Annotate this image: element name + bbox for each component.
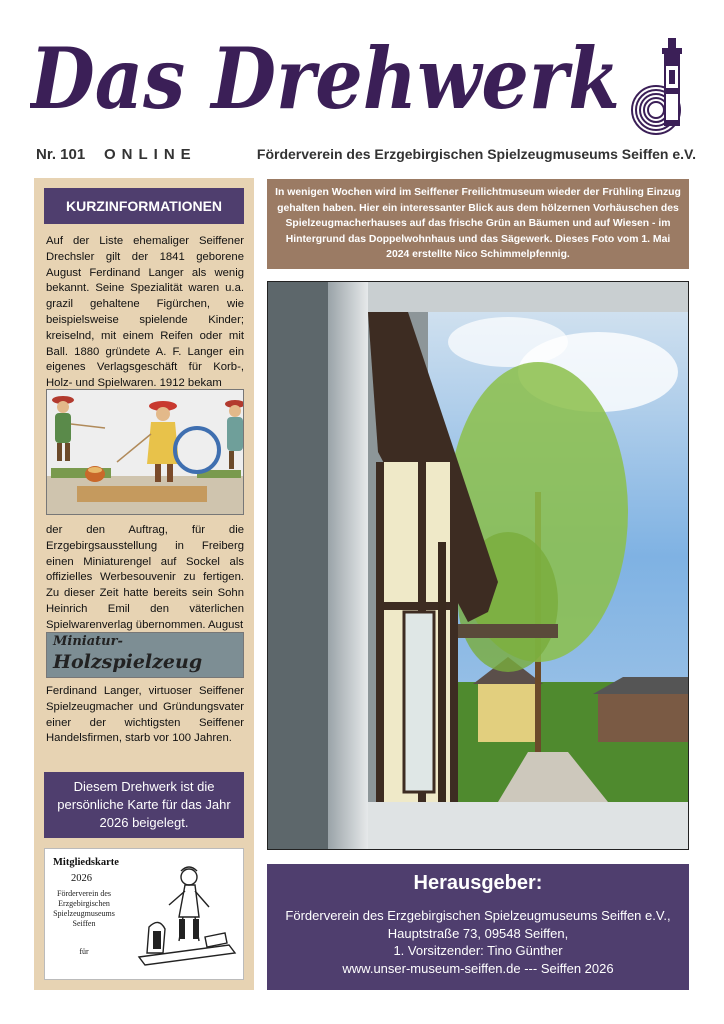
publisher-box xyxy=(267,864,689,990)
article-text-part-2: der den Auftrag, für die Erzgebirgsausstellung in Freiberg einen Miniaturengel auf Sockel als offizielles Werbesouvenir zu fertigen. Zu dieser Zeit hatte bereits sein Sohn Heinrich Emil den väterlichen Spielwarenverlag übernommen. August xyxy=(46,524,244,631)
label-line-2: Holzspielzeug xyxy=(53,651,203,673)
publisher-details xyxy=(267,907,689,977)
turner-drawing xyxy=(129,857,239,971)
masthead-title-graphic xyxy=(30,34,630,134)
membership-card-image xyxy=(44,848,244,980)
publisher-line-2: Hauptstraße 73, 09548 Seiffen, xyxy=(387,925,569,941)
card-year: 2026 xyxy=(71,873,92,884)
main-photo-museum-window-view xyxy=(267,281,689,850)
article-text-part-1: Auf der Liste ehemaliger Seiffener Drechsler gilt der 1841 geborene August Ferdinand Langer als wenig bekannt. Seine Spezialität waren u.a. grazil gehaltene Figürchen, wie beispielsweise spielende Kinder; kreiselnd, mit einem Reifen oder mit Ball. 1880 gründete A. F. Langer ein eigenes Verlagsgeschäft für Korb-, Holz- und Spielwaren. 1912 bekam xyxy=(46,235,244,390)
label-line-1: Miniatur- xyxy=(53,634,123,649)
publisher-line-1: Förderverein des Erzgebirgischen Spielzeugmuseums Seiffen e.V., xyxy=(285,908,671,923)
masthead-title: Das Drehwerk xyxy=(30,34,621,128)
miniatur-holzspielzeug-label-image xyxy=(46,632,244,678)
sidebar-heading: KURZINFORMATIONEN xyxy=(44,188,244,224)
publisher-line-4: www.unser-museum-seiffen.de --- Seiffen 2026 xyxy=(342,960,614,976)
masthead xyxy=(30,34,630,134)
publisher-org-name: Förderverein des Erzgebirgischen Spielzeugmuseums Seiffen e.V. xyxy=(256,146,696,162)
photo-caption: In wenigen Wochen wird im Seiffener Freilichtmuseum wieder der Frühling Einzug gehalten haben. Hier ein interessanter Blick aus dem hölzernen Vorhäuschen des Spielzeugmacherhauses auf das frische Grün an Bäumen und auf Wiesen - im Hintergrund das Doppelwohnhaus und das Sägewerk. Dieses Foto vom 1. Mai 2024 erstellte Nico Schimmelpfennig. xyxy=(267,179,689,269)
issue-online-label: ONLINE xyxy=(104,146,197,163)
card-fuer: für xyxy=(79,947,89,956)
seiffen-ring-tower-logo xyxy=(626,36,692,136)
figurines-photo xyxy=(46,389,244,515)
publisher-line-3: 1. Vorsitzender: Tino Günther xyxy=(393,943,563,958)
card-verein: Förderverein des Erzgebirgischen Spielzeugmuseums Seiffen xyxy=(53,889,115,928)
card-title: Mitgliedskarte xyxy=(53,857,119,868)
article-text-part-3: Ferdinand Langer, virtuoser Seiffener Spielzeugmacher und Gründungsvater einer der wichtigsten Seiffener Handelsfirmen, starb vor 100 Jahren. xyxy=(46,685,244,745)
sidebar-kurzinformationen xyxy=(34,178,254,990)
issue-row xyxy=(36,146,696,166)
publisher-title: Herausgeber: xyxy=(413,872,543,894)
issue-number: Nr. 101 xyxy=(36,146,86,163)
membership-card-note: Diesem Drehwerk ist die persönliche Karte für das Jahr 2026 beigelegt. xyxy=(44,772,244,838)
